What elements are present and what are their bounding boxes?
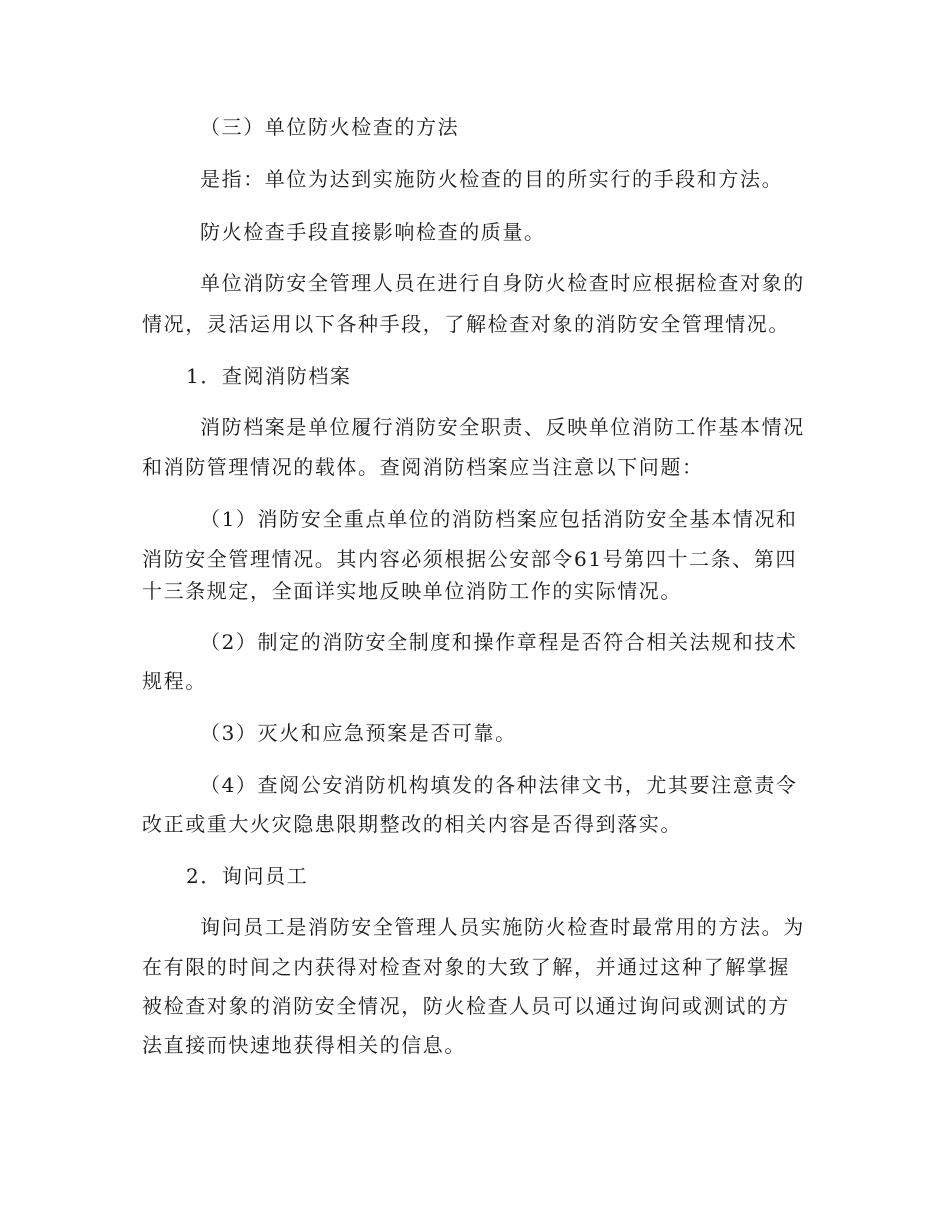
s2-paragraph-line-3: 被检查对象的消防安全情况，防火检查人员可以通过询问或测试的方 [142, 994, 790, 1018]
definition-line: 是指：单位为达到实施防火检查的目的所实行的手段和方法。 [200, 167, 784, 191]
item-1-line-2: 消防安全管理情况。其内容必须根据公安部令61号第四十二条、第四 [142, 547, 798, 571]
item-2-line-2: 规程。 [142, 669, 207, 693]
section-heading: （三）单位防火检查的方法 [200, 115, 460, 139]
s2-paragraph-line-2: 在有限的时间之内获得对检查对象的大致了解，并通过这种了解掌握 [142, 955, 790, 979]
s1-paragraph-line-2: 和消防管理情况的载体。查阅消防档案应当注意以下问题： [142, 455, 704, 479]
item-1-line-1: （1）消防安全重点单位的消防档案应包括消防安全基本情况和 [200, 507, 798, 531]
s2-paragraph-line-1: 询问员工是消防安全管理人员实施防火检查时最常用的方法。为 [200, 915, 805, 939]
intro-line-1: 单位消防安全管理人员在进行自身防火检查时应根据检查对象的 [200, 271, 805, 295]
item-1-line-3: 十三条规定，全面详实地反映单位消防工作的实际情况。 [142, 579, 682, 603]
item-4-line-1: （4）查阅公安消防机构填发的各种法律文书，尤其要注意责令 [200, 773, 798, 797]
intro-line-2: 情况，灵活运用以下各种手段，了解检查对象的消防安全管理情况。 [142, 312, 790, 336]
item-4-line-2: 改正或重大火灾隐患限期整改的相关内容是否得到落实。 [142, 812, 682, 836]
section-1-title: 1．查阅消防档案 [186, 364, 352, 388]
s2-paragraph-line-4: 法直接而快速地获得相关的信息。 [142, 1033, 466, 1057]
quality-line: 防火检查手段直接影响检查的质量。 [200, 220, 546, 244]
s1-paragraph-line-1: 消防档案是单位履行消防安全职责、反映单位消防工作基本情况 [200, 415, 805, 439]
item-3-line-1: （3）灭火和应急预案是否可靠。 [200, 721, 517, 745]
item-2-line-1: （2）制定的消防安全制度和操作章程是否符合相关法规和技术 [200, 630, 798, 654]
section-2-title: 2．询问员工 [186, 864, 309, 888]
